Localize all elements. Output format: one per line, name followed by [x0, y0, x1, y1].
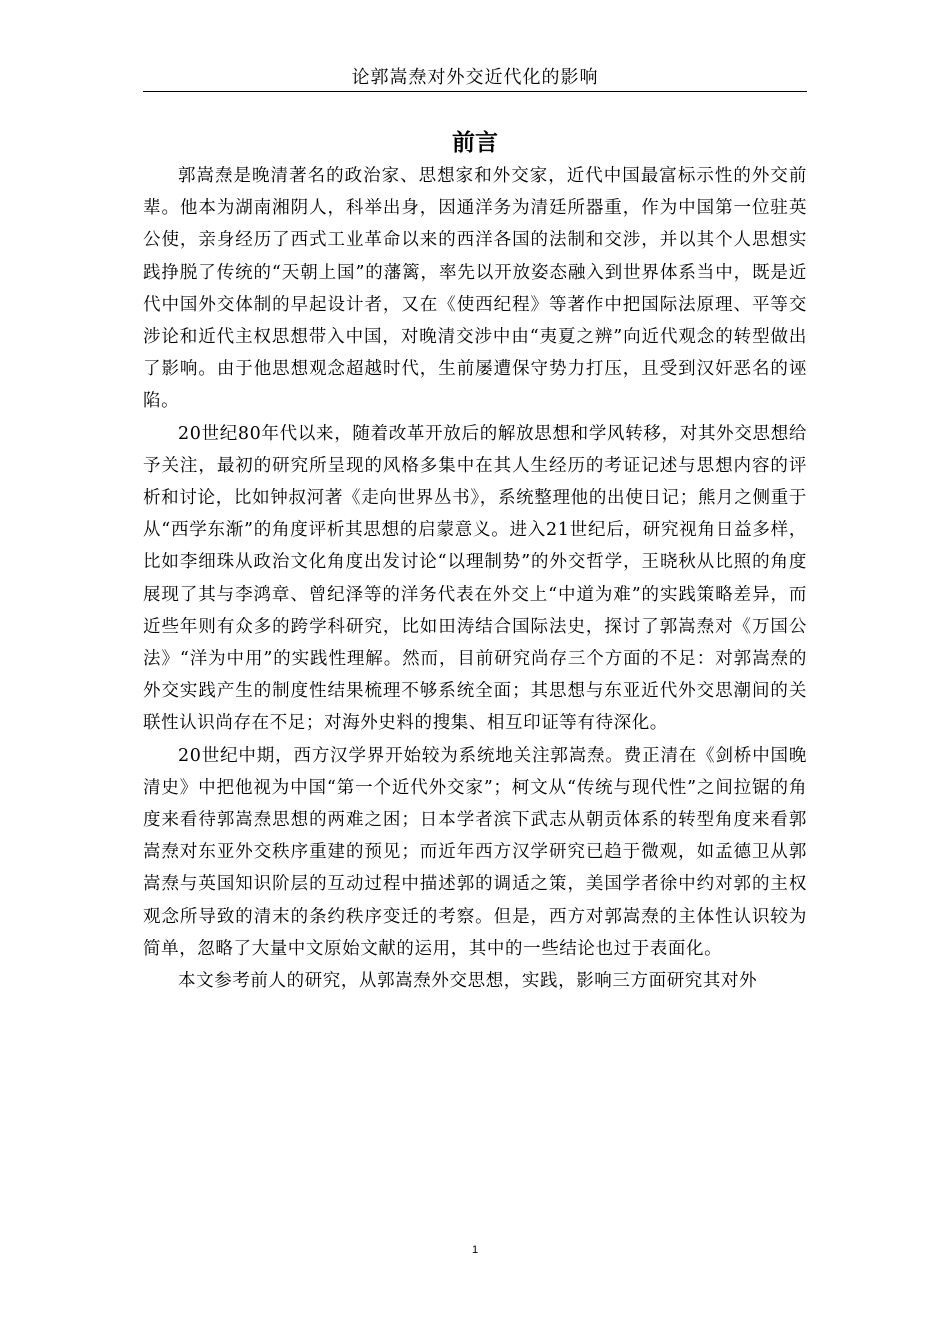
paragraph: 郭嵩焘是晚清著名的政治家、思想家和外交家，近代中国最富标示性的外交前辈。他本为湖南湘阴人，科举出身，因通洋务为清廷所器重，作为中国第一位驻英公使，亲身经历了西式工业革命以来的西洋各国的法制和交涉，并以其个人思想实践挣脱了传统的“天朝上国”的藩篱，率先以开放姿态融入到世界体系当中，既是近代中国外交体制的早起设计者，又在《使西纪程》等著作中把国际法原理、平等交涉论和近代主权思想带入中国，对晚清交涉中由“夷夏之辨”向近代观念的转型做出了影响。由于他思想观念超越时代，生前屡遭保守势力打压，且受到汉奸恶名的诬陷。 — [143, 166, 807, 412]
body-text — [143, 160, 807, 997]
paragraph: 20世纪中期，西方汉学界开始较为系统地关注郭嵩焘。费正清在《剑桥中国晚清史》中把他视为中国“第一个近代外交家”；柯文从“传统与现代性”之间拉锯的角度来看待郭嵩焘思想的两难之困；日本学者滨下武志从朝贡体系的转型角度来看郭嵩焘对东亚外交秩序重建的预见；而近年西方汉学研究已趋于微观，如孟德卫从郭嵩焘与英国知识阶层的互动过程中描述郭的调适之策，美国学者徐中约对郭的主权观念所导致的清末的条约秩序变迁的考察。但是，西方对郭嵩焘的主体性认识较为简单，忽略了大量中文原始文献的运用，其中的一些结论也过于表面化。 — [143, 745, 807, 959]
running-header: 论郭嵩焘对外交近代化的影响 — [351, 67, 599, 88]
page-title: 前言 — [452, 130, 498, 156]
page-number: 1 — [471, 1244, 479, 1256]
paragraph: 20世纪80年代以来，随着改革开放后的解放思想和学风转移，对其外交思想给予关注，最初的研究所呈现的风格多集中在其人生经历的考证记述与思想内容的评析和讨论，比如钟叔河著《走向世界丛书》，系统整理他的出使日记；熊月之侧重于从“西学东渐”的角度评析其思想的启蒙意义。进入21世纪后，研究视角日益多样，比如李细珠从政治文化角度出发讨论“以理制势”的外交哲学，王晓秋从比照的角度展现了其与李鸿章、曾纪泽等的洋务代表在外交上“中道为难”的实践策略差异，而近些年则有众多的跨学科研究，比如田涛结合国际法史，探讨了郭嵩焘对《万国公法》“洋为中用”的实践性理解。然而，目前研究尚存三个方面的不足：对郭嵩焘的外交实践产生的制度性结果梳理不够系统全面；其思想与东亚近代外交思潮间的关联性认识尚存在不足；对海外史料的搜集、相互印证等有待深化。 — [143, 423, 807, 734]
header-divider — [143, 91, 807, 92]
paragraph: 本文参考前人的研究，从郭嵩焘外交思想，实践，影响三方面研究其对外 — [178, 971, 758, 992]
